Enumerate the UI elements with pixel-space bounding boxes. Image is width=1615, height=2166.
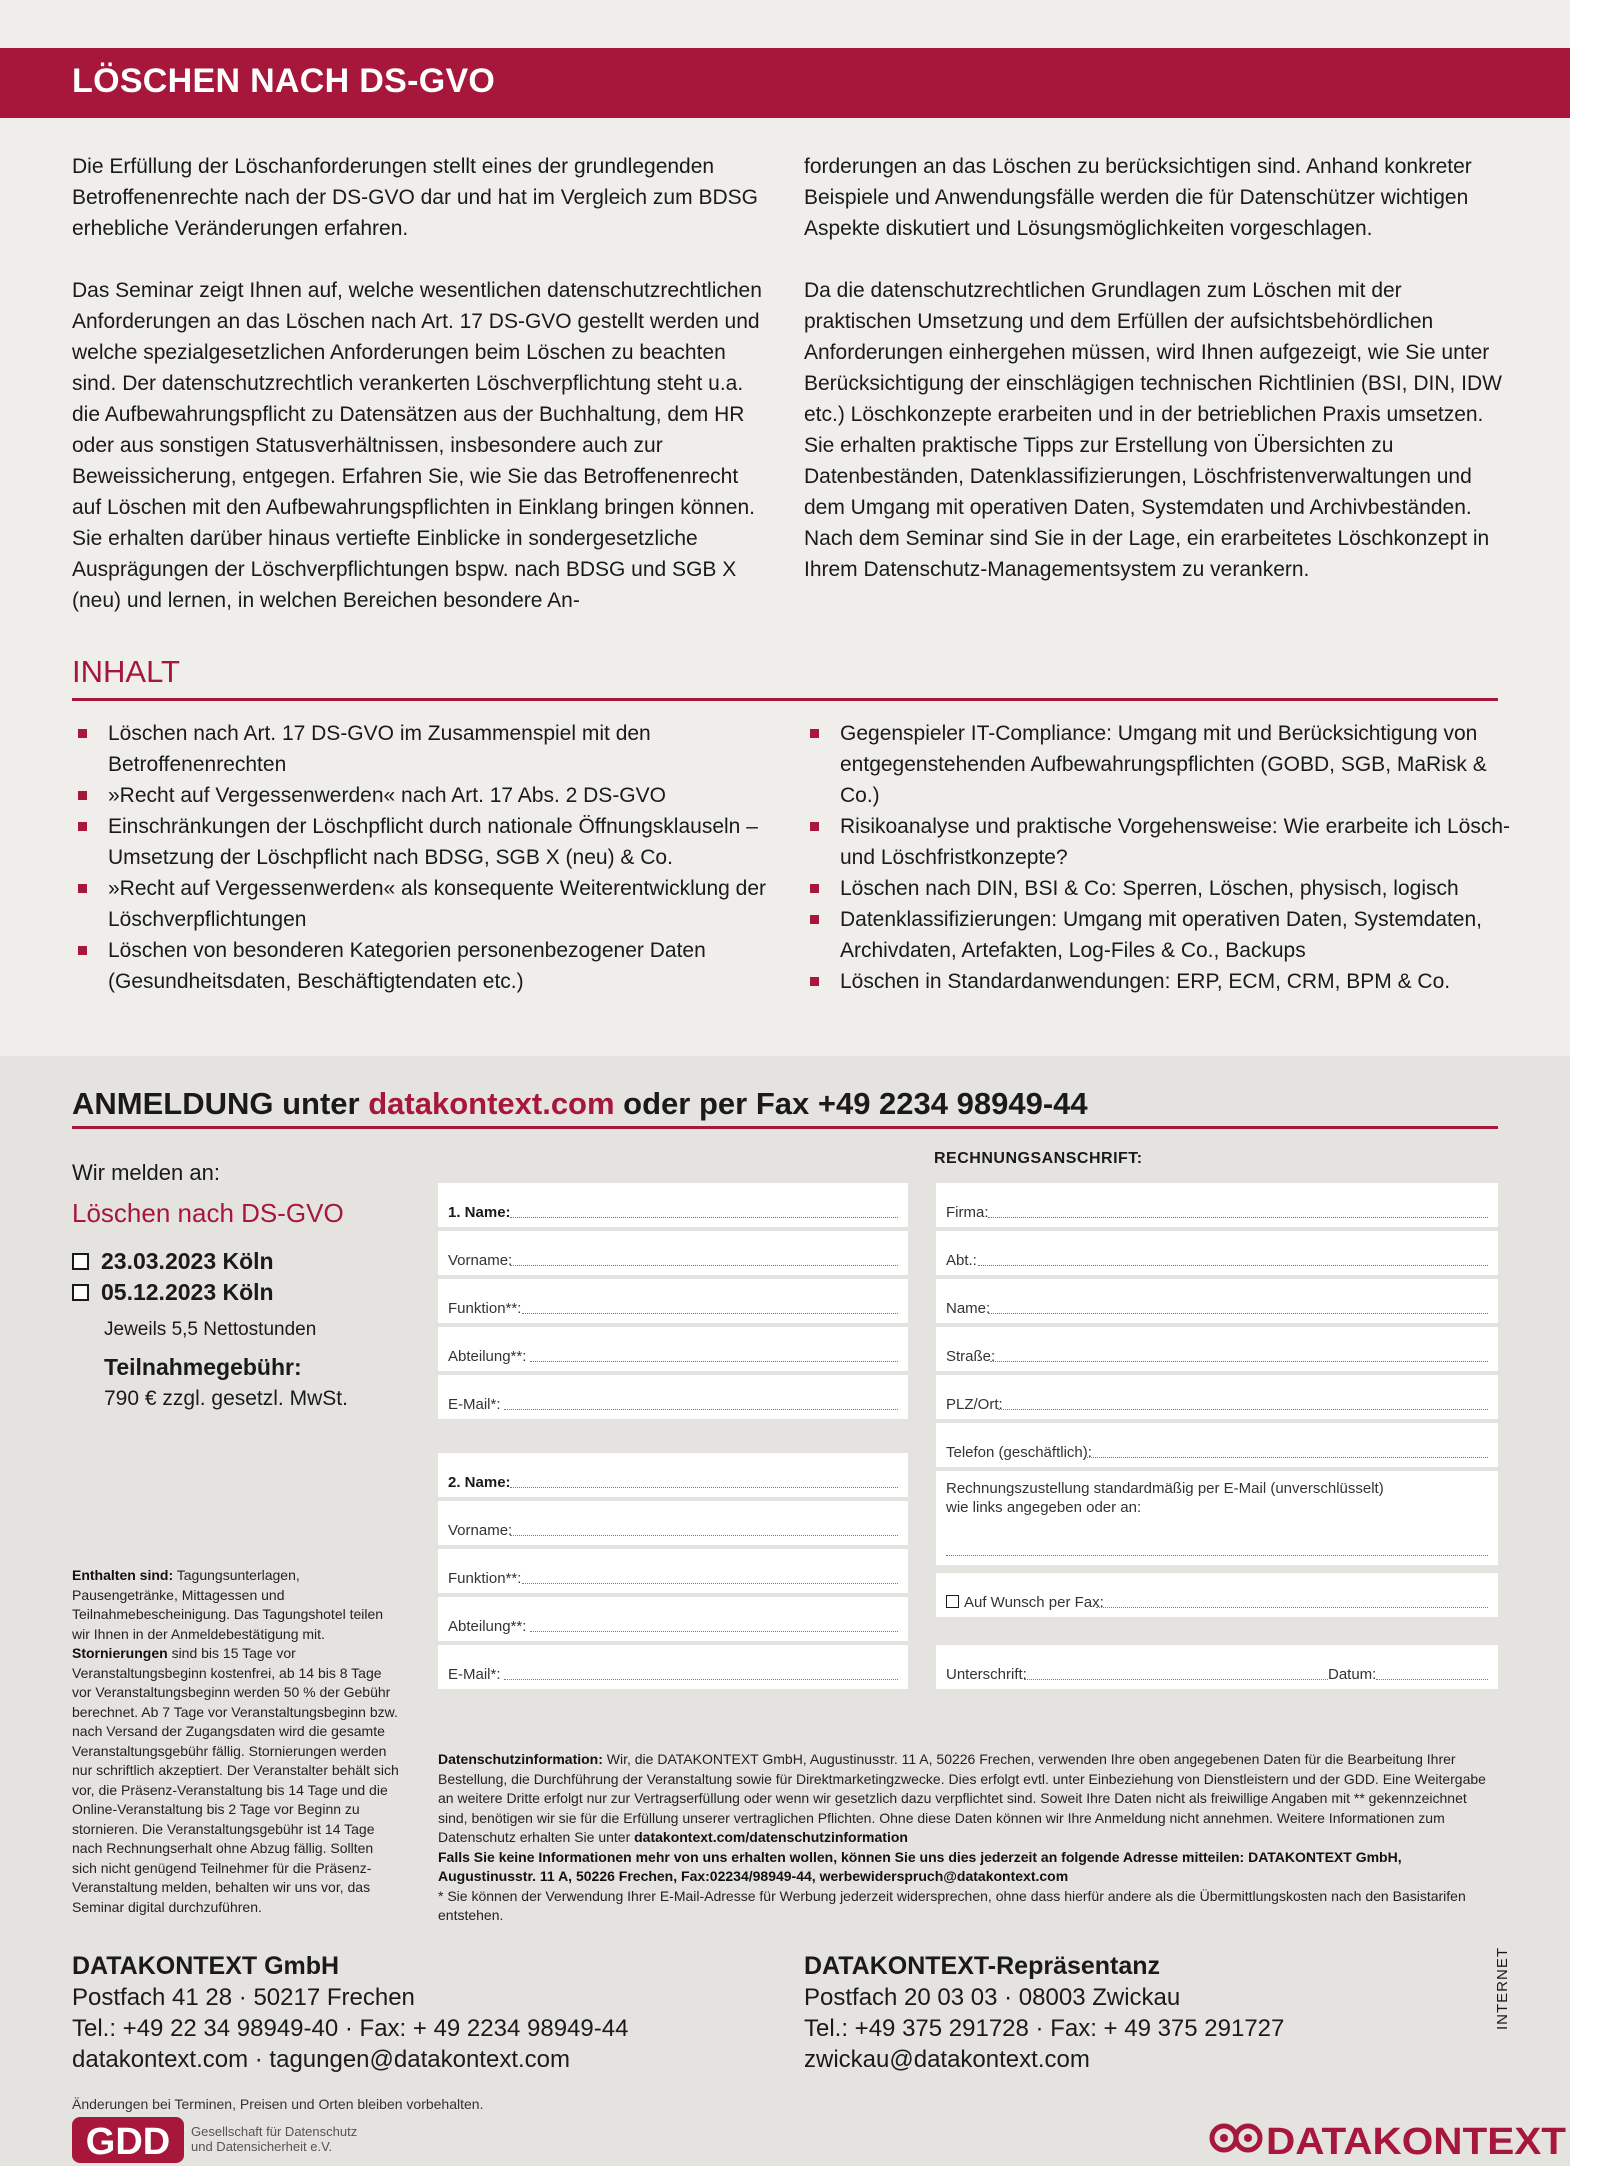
- email-note-2: wie links angegeben oder an:: [946, 1499, 1142, 1516]
- list-item: Löschen von besonderen Kategorien personenbezogener Daten (Gesundheitsdaten, Beschäftigtendaten etc.): [76, 935, 786, 997]
- svg-text:DATAKONTEXT: DATAKONTEXT: [1266, 2121, 1566, 2160]
- billing-firma-field[interactable]: Firma:: [936, 1183, 1498, 1227]
- bullet-square-icon: [810, 729, 819, 738]
- registration-rule: [72, 1126, 1498, 1129]
- list-item: Löschen nach DIN, BSI & Co: Sperren, Löschen, physisch, logisch: [808, 873, 1518, 904]
- inhalt-rule: [72, 698, 1498, 701]
- billing-name-field[interactable]: Name:: [936, 1279, 1498, 1323]
- registration-link[interactable]: datakontext.com: [368, 1086, 615, 1121]
- address-frechen: DATAKONTEXT GmbH Postfach 41 28 · 50217 Frechen Tel.: +49 22 34 98949-40 · Fax: + 49 2234 98949-44 datakontext.com · tagungen@datakontext.com: [72, 1952, 629, 2073]
- gdd-logo: [72, 2117, 184, 2163]
- rechnung-heading: RECHNUNGSANSCHRIFT:: [934, 1150, 1143, 1167]
- address-zwickau: DATAKONTEXT-Repräsentanz Postfach 20 03 03 · 08003 Zwickau Tel.: +49 375 291728 · Fax: + 49 375 291727 zwickau@datakontext.com: [804, 1952, 1285, 2073]
- person1-email-field[interactable]: E-Mail*:: [438, 1375, 908, 1419]
- fee-value: 790 € zzgl. gesetzl. MwSt.: [104, 1387, 348, 1410]
- event-title: Löschen nach DS-GVO: [72, 1198, 344, 1228]
- person2-name-field[interactable]: 2. Name:: [438, 1453, 908, 1497]
- intro-right-column: [804, 151, 1504, 616]
- datenschutz-link[interactable]: datakontext.com/datenschutzinformation: [634, 1829, 908, 1845]
- datenschutz-info: Datenschutzinformation: Wir, die DATAKONTEXT GmbH, Augustinusstr. 11 A, 50226 Frechen, verwenden Ihre oben angegebenen Daten für die Bearbeitung Ihrer Bestellung, die Durchführung der Veranstaltung sowie für Direktmarketingzwecke. Dies erfolgt evtl. unter Einbeziehung von Dienstleistern und der GDD. Eine Weitergabe an weitere Dritte erfolgt nur zur Vertragserfüllung oder wenn wir gesetzlich dazu verpflichtet sind. Soweit Ihre Daten nicht als freiwillige Angaben mit ** gekennzeichnet sind, benötigen wir sie für die Erfüllung unserer vertraglichen Pflichten. Ohne diese Daten können wir Ihre Anmeldung nicht annehmen. Weitere Informationen zum Datenschutz erhalten Sie unter datakontext.com/datenschutzinformation Falls Sie keine Informationen mehr von uns erhalten wollen, können Sie uns dies jederzeit an folgende Adresse mitteilen: DATAKONTEXT GmbH, Augustinusstr. 11 A, 50226 Frechen, Fax:02234/98949-44, werbewiderspruch@datakontext.com * Sie können der Verwendung Ihrer E-Mail-Adresse für Werbung jederzeit widersprechen, ohne dass hierfür andere als die Übermittlungskosten nach den Basistarifen entstehen.: [438, 1751, 1486, 1923]
- contact-link[interactable]: datakontext.com · tagungen@datakontext.com: [72, 2046, 570, 2073]
- intro-paragraph: forderungen an das Löschen zu berücksichtigen sind. Anhand konkreter Beispiele und Anwendungsfälle werden die für Datenschützer wichtigen Aspekte diskutiert und Lösungsmöglichkeiten vorgeschlagen.: [804, 155, 1472, 240]
- checkbox-icon[interactable]: [72, 1284, 89, 1301]
- billing-signature-field[interactable]: Unterschrift: Datum:: [936, 1645, 1498, 1689]
- billing-abt-field[interactable]: Abt.:: [936, 1231, 1498, 1275]
- intro-paragraph: Da die datenschutzrechtlichen Grundlagen zum Löschen mit der praktischen Umsetzung und dem Erfüllen der aufsichtsbehördlichen Anforderungen einhergehen müssen, wird Ihnen aufgezeigt, wie Sie unter Berücksichtigung der einschlägigen technischen Richtlinien (BSI, DIN, IDW etc.) Löschkonzepte erarbeiten und in der betrieblichen Praxis umsetzen. Sie erhalten praktische Tipps zur Erstellung von Übersichten zu Datenbeständen, Datenklassifizierungen, Löschfristenverwaltungen und dem Umgang mit operativen Daten, Systemdaten und Archivbeständen. Nach dem Seminar sind Sie in der Lage, ein erarbeitetes Löschkonzept in Ihrem Datenschutz-Managementsystem zu verankern.: [804, 279, 1502, 581]
- fee-label: Teilnahmegebühr:: [104, 1354, 302, 1380]
- date-option-1[interactable]: 23.03.2023 Köln: [72, 1248, 274, 1275]
- person2-funktion-field[interactable]: Funktion**:: [438, 1549, 908, 1593]
- contact-link[interactable]: zwickau@datakontext.com: [804, 2046, 1090, 2073]
- person2-vorname-field[interactable]: Vorname:: [438, 1501, 908, 1545]
- internet-label: INTERNET: [1494, 1947, 1511, 2030]
- bullet-square-icon: [810, 822, 819, 831]
- melde-label: Wir melden an:: [72, 1160, 220, 1185]
- billing-strasse-field[interactable]: Straße:: [936, 1327, 1498, 1371]
- bullet-square-icon: [78, 946, 87, 955]
- page-title: LÖSCHEN NACH DS-GVO: [72, 62, 496, 100]
- list-item: Löschen in Standardanwendungen: ERP, ECM, CRM, BPM & Co.: [808, 966, 1518, 997]
- intro-paragraph: Die Erfüllung der Löschanforderungen stellt eines der grundlegenden Betroffenenrechte nach der DS-GVO dar und hat im Vergleich zum BDSG erhebliche Veränderungen erfahren.: [72, 155, 758, 240]
- billing-plz-ort-field[interactable]: PLZ/Ort:: [936, 1375, 1498, 1419]
- bullet-square-icon: [78, 822, 87, 831]
- billing-email-field[interactable]: [936, 1471, 1498, 1565]
- list-item: Gegenspieler IT-Compliance: Umgang mit und Berücksichtigung von entgegenstehenden Aufbewahrungspflichten (GOBD, SGB, MaRisk & Co.): [808, 718, 1518, 811]
- person2-abteilung-field[interactable]: Abteilung**:: [438, 1597, 908, 1641]
- date-option-2[interactable]: 05.12.2023 Köln: [72, 1279, 274, 1306]
- bullet-square-icon: [78, 729, 87, 738]
- intro-paragraph: Das Seminar zeigt Ihnen auf, welche wesentlichen datenschutzrechtlichen Anforderungen an das Löschen nach Art. 17 DS-GVO gestellt werden und welche spezialgesetzlichen Anforderungen beim Löschen zu beachten sind. Der datenschutzrechtlich verankerten Löschverpflichtung steht u.a. die Aufbewahrungspflicht zu Datensätzen aus der Buchhaltung, dem HR oder aus sonstigen Statusverhältnissen, insbesondere auch zur Beweissicherung, entgegen. Erfahren Sie, wie Sie das Betroffenenrecht auf Löschen mit den Aufbewahrungspflichten in Einklang bringen können. Sie erhalten darüber hinaus vertiefte Einblicke in sondergesetzliche Ausprägungen der Löschverpflichtungen bspw. nach BDSG und SGB X (neu) und lernen, in welchen Bereichen besondere An-: [72, 279, 762, 612]
- checkbox-icon[interactable]: [72, 1253, 89, 1270]
- terms-text: Enthalten sind: Tagungsunterlagen, Pausengetränke, Mittagessen und Teilnahmebescheinigung. Das Tagungshotel teilen wir Ihnen in der Anmeldebestätigung mit. Stornierungen sind bis 15 Tage vor Veranstaltungsbeginn kostenfrei, ab 14 bis 8 Tage vor Veranstaltungsbeginn werden 50 % der Gebühr berechnet. Ab 7 Tage vor Veranstaltungsbeginn bzw. nach Versand der Zugangsdaten wird die gesamte Veranstaltungsgebühr fällig. Stornierungen werden nur schriftlich akzeptiert. Der Veranstalter behält sich vor, die Präsenz-Veranstaltung bis 14 Tage und die Online-Veranstaltung bis 2 Tage vor Beginn zu stornieren. Die Veranstaltungsgebühr ist 14 Tage nach Rechnungserhalt ohne Abzug fällig. Sollten sich nicht genügend Teilnehmer für die Präsenz-Veranstaltung melden, behalten wir uns vor, das Seminar digital durchzuführen.: [72, 1567, 399, 1915]
- person2-email-field[interactable]: E-Mail*:: [438, 1645, 908, 1689]
- registration-heading: ANMELDUNG unter datakontext.com oder per Fax +49 2234 98949-44: [72, 1086, 1088, 1121]
- bullet-square-icon: [810, 915, 819, 924]
- list-item: Löschen nach Art. 17 DS-GVO im Zusammenspiel mit den Betroffenenrechten: [76, 718, 786, 780]
- gdd-subtitle: Gesellschaft für Datenschutz und Datensicherheit e.V.: [191, 2124, 358, 2154]
- billing-fax-field[interactable]: Auf Wunsch per Fax:: [936, 1573, 1498, 1617]
- owl-icon: [1212, 2126, 1260, 2150]
- email-note-1: Rechnungszustellung standardmäßig per E-Mail (unverschlüsselt): [946, 1480, 1384, 1497]
- bullet-square-icon: [810, 977, 819, 986]
- bullet-square-icon: [78, 884, 87, 893]
- date-label: Datum:: [1328, 1666, 1377, 1683]
- list-item: »Recht auf Vergessenwerden« als konsequente Weiterentwicklung der Löschverpflichtungen: [76, 873, 786, 935]
- person1-funktion-field[interactable]: Funktion**:: [438, 1279, 908, 1323]
- person1-vorname-field[interactable]: Vorname:: [438, 1231, 908, 1275]
- duration-text: Jeweils 5,5 Nettostunden: [104, 1319, 317, 1340]
- bullet-square-icon: [78, 791, 87, 800]
- inhalt-list-right: [808, 718, 1518, 997]
- person1-abteilung-field[interactable]: Abteilung**:: [438, 1327, 908, 1371]
- inhalt-list-left: [76, 718, 786, 997]
- title-band: [0, 48, 1570, 118]
- person1-name-field[interactable]: 1. Name:: [438, 1183, 908, 1227]
- checkbox-icon[interactable]: [946, 1595, 959, 1608]
- list-item: Einschränkungen der Löschpflicht durch nationale Öffnungsklauseln – Umsetzung der Löschpflicht nach BDSG, SGB X (neu) & Co.: [76, 811, 786, 873]
- list-item: »Recht auf Vergessenwerden« nach Art. 17 Abs. 2 DS-GVO: [76, 780, 786, 811]
- list-item: Datenklassifizierungen: Umgang mit operativen Daten, Systemdaten, Archivdaten, Artefakten, Log-Files & Co., Backups: [808, 904, 1518, 966]
- list-item: Risikoanalyse und praktische Vorgehensweise: Wie erarbeite ich Lösch- und Löschfristkonzepte?: [808, 811, 1518, 873]
- svg-text:GDD: GDD: [85, 2121, 171, 2163]
- bullet-square-icon: [810, 884, 819, 893]
- billing-telefon-field[interactable]: Telefon (geschäftlich):: [936, 1423, 1498, 1467]
- datakontext-logo: [1208, 2114, 1570, 2160]
- inhalt-heading: INHALT: [72, 654, 180, 689]
- disclaimer: Änderungen bei Terminen, Preisen und Orten bleiben vorbehalten.: [72, 2096, 484, 2112]
- intro-left-column: [72, 151, 772, 647]
